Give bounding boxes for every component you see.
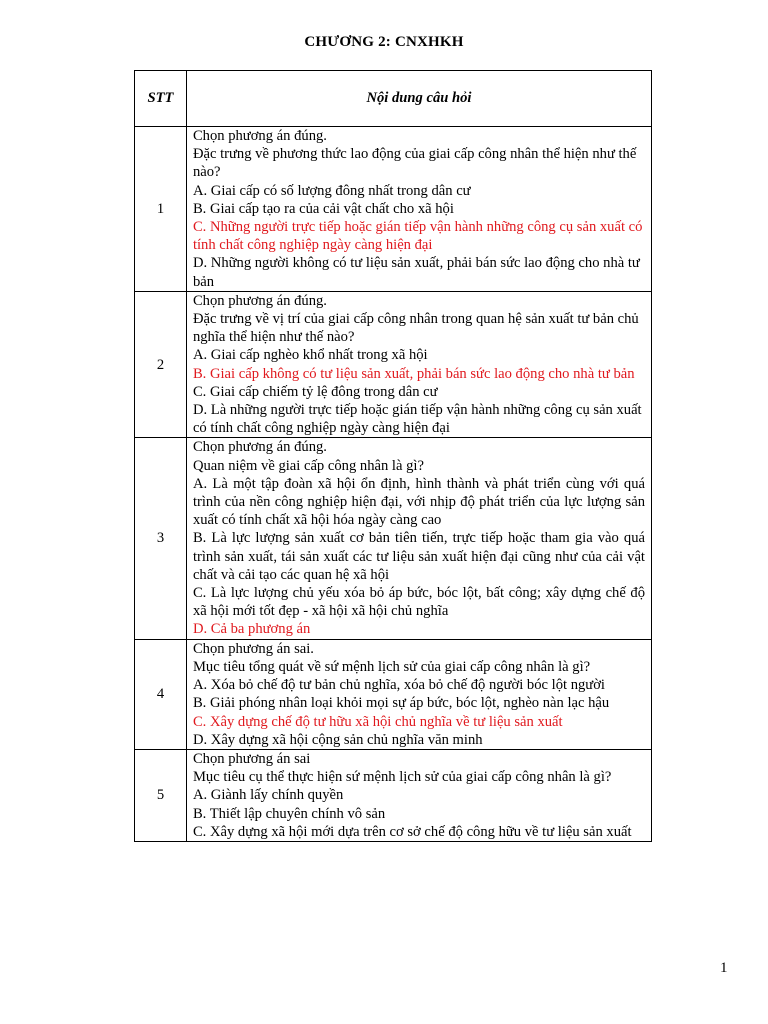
answer-option-correct: D. Cả ba phương án (192, 621, 311, 638)
table-row (135, 639, 652, 749)
question-content (186, 639, 651, 749)
question-table (134, 70, 652, 842)
answer-option: B. Giai cấp tạo ra của cải vật chất cho xã hội (192, 200, 454, 217)
answer-option: C. Xây dựng xã hội mới dựa trên cơ sở chế độ công hữu về tư liệu sản xuất (192, 823, 632, 840)
answer-option: A. Giai cấp nghèo khổ nhất trong xã hội (192, 347, 428, 364)
question-instruction: Chọn phương án đúng. (192, 128, 327, 144)
question-number: 1 (135, 127, 187, 292)
answer-option: D. Là những người trực tiếp hoặc gián tiếp vận hành những công cụ sản xuất có tính chất công nghiệp ngày càng hiện đại (192, 402, 642, 437)
column-header-content: Nội dung câu hỏi (186, 71, 651, 127)
answer-option: C. Là lực lượng chủ yếu xóa bỏ áp bức, bóc lột, bất công; xây dựng chế độ xã hội mới tốt đẹp - xã hội xã hội chủ nghĩa (192, 585, 645, 620)
table-row (135, 749, 652, 841)
table-body (135, 127, 652, 842)
answer-option: A. Giành lấy chính quyền (192, 787, 344, 804)
question-content (186, 749, 651, 841)
question-number: 4 (135, 639, 187, 749)
question-text: Mục tiêu cụ thể thực hiện sứ mệnh lịch sử của giai cấp công nhân là gì? (192, 769, 612, 786)
question-content (186, 127, 651, 292)
answer-option: A. Giai cấp có số lượng đông nhất trong dân cư (192, 182, 471, 199)
question-instruction: Chọn phương án đúng. (192, 439, 327, 456)
column-header-stt: STT (135, 71, 187, 127)
answer-option: B. Là lực lượng sản xuất cơ bản tiên tiến, trực tiếp hoặc tham gia vào quá trình sản xuất, tái sản xuất các tư liệu sản xuất hiện đại cũng như của cải vật chất và cải tạo các quan hệ xã hội (192, 530, 645, 583)
question-text: Đặc trưng về vị trí của giai cấp công nhân trong quan hệ sản xuất tư bản chủ nghĩa thể hiện như thế nào? (192, 311, 639, 346)
answer-option: A. Là một tập đoàn xã hội ổn định, hình thành và phát triển cùng với quá trình của nền công nghiệp hiện đại, với nhịp độ phát triển của lực lượng sản xuất có tính chất xã hội hóa ngày càng cao (192, 475, 645, 529)
question-content (186, 438, 651, 639)
question-instruction: Chọn phương án đúng. (192, 292, 327, 309)
table-row (135, 127, 652, 292)
answer-option: B. Giải phóng nhân loại khỏi mọi sự áp bức, bóc lột, nghèo nàn lạc hậu (192, 695, 610, 712)
answer-option: C. Giai cấp chiếm tỷ lệ đông trong dân cư (192, 383, 438, 400)
answer-option-correct: B. Giai cấp không có tư liệu sản xuất, phải bán sức lao động cho nhà tư bản (192, 365, 635, 382)
page-title: CHƯƠNG 2: CNXHKH (304, 34, 464, 50)
question-text: Quan niệm về giai cấp công nhân là gì? (192, 457, 424, 474)
table-row (135, 291, 652, 438)
answer-option: D. Những người không có tư liệu sản xuất, phải bán sức lao động cho nhà tư bản (192, 255, 640, 290)
question-number: 3 (135, 438, 187, 639)
question-text: Đặc trưng về phương thức lao động của giai cấp công nhân thể hiện như thế nào? (192, 146, 637, 181)
question-number: 2 (135, 291, 187, 438)
table-row (135, 438, 652, 639)
page-number: 1 (720, 960, 728, 976)
answer-option: D. Xây dựng xã hội cộng sản chủ nghĩa văn minh (192, 731, 483, 748)
question-instruction: Chọn phương án sai. (192, 640, 314, 657)
answer-option-correct: C. Xây dựng chế độ tư hữu xã hội chủ nghĩa về tư liệu sản xuất (192, 713, 563, 730)
table-header-row (135, 71, 652, 127)
answer-option: A. Xóa bỏ chế độ tư bản chủ nghĩa, xóa bỏ chế độ người bóc lột người (192, 677, 605, 694)
question-content (186, 291, 651, 438)
answer-option-correct: C. Những người trực tiếp hoặc gián tiếp vận hành những công cụ sản xuất có tính chất công nghiệp ngày càng hiện đại (192, 219, 643, 254)
question-number: 5 (135, 749, 187, 841)
question-instruction: Chọn phương án sai (192, 750, 311, 767)
question-text: Mục tiêu tổng quát về sứ mệnh lịch sử của giai cấp công nhân là gì? (192, 658, 591, 675)
answer-option: B. Thiết lập chuyên chính vô sản (192, 805, 386, 822)
